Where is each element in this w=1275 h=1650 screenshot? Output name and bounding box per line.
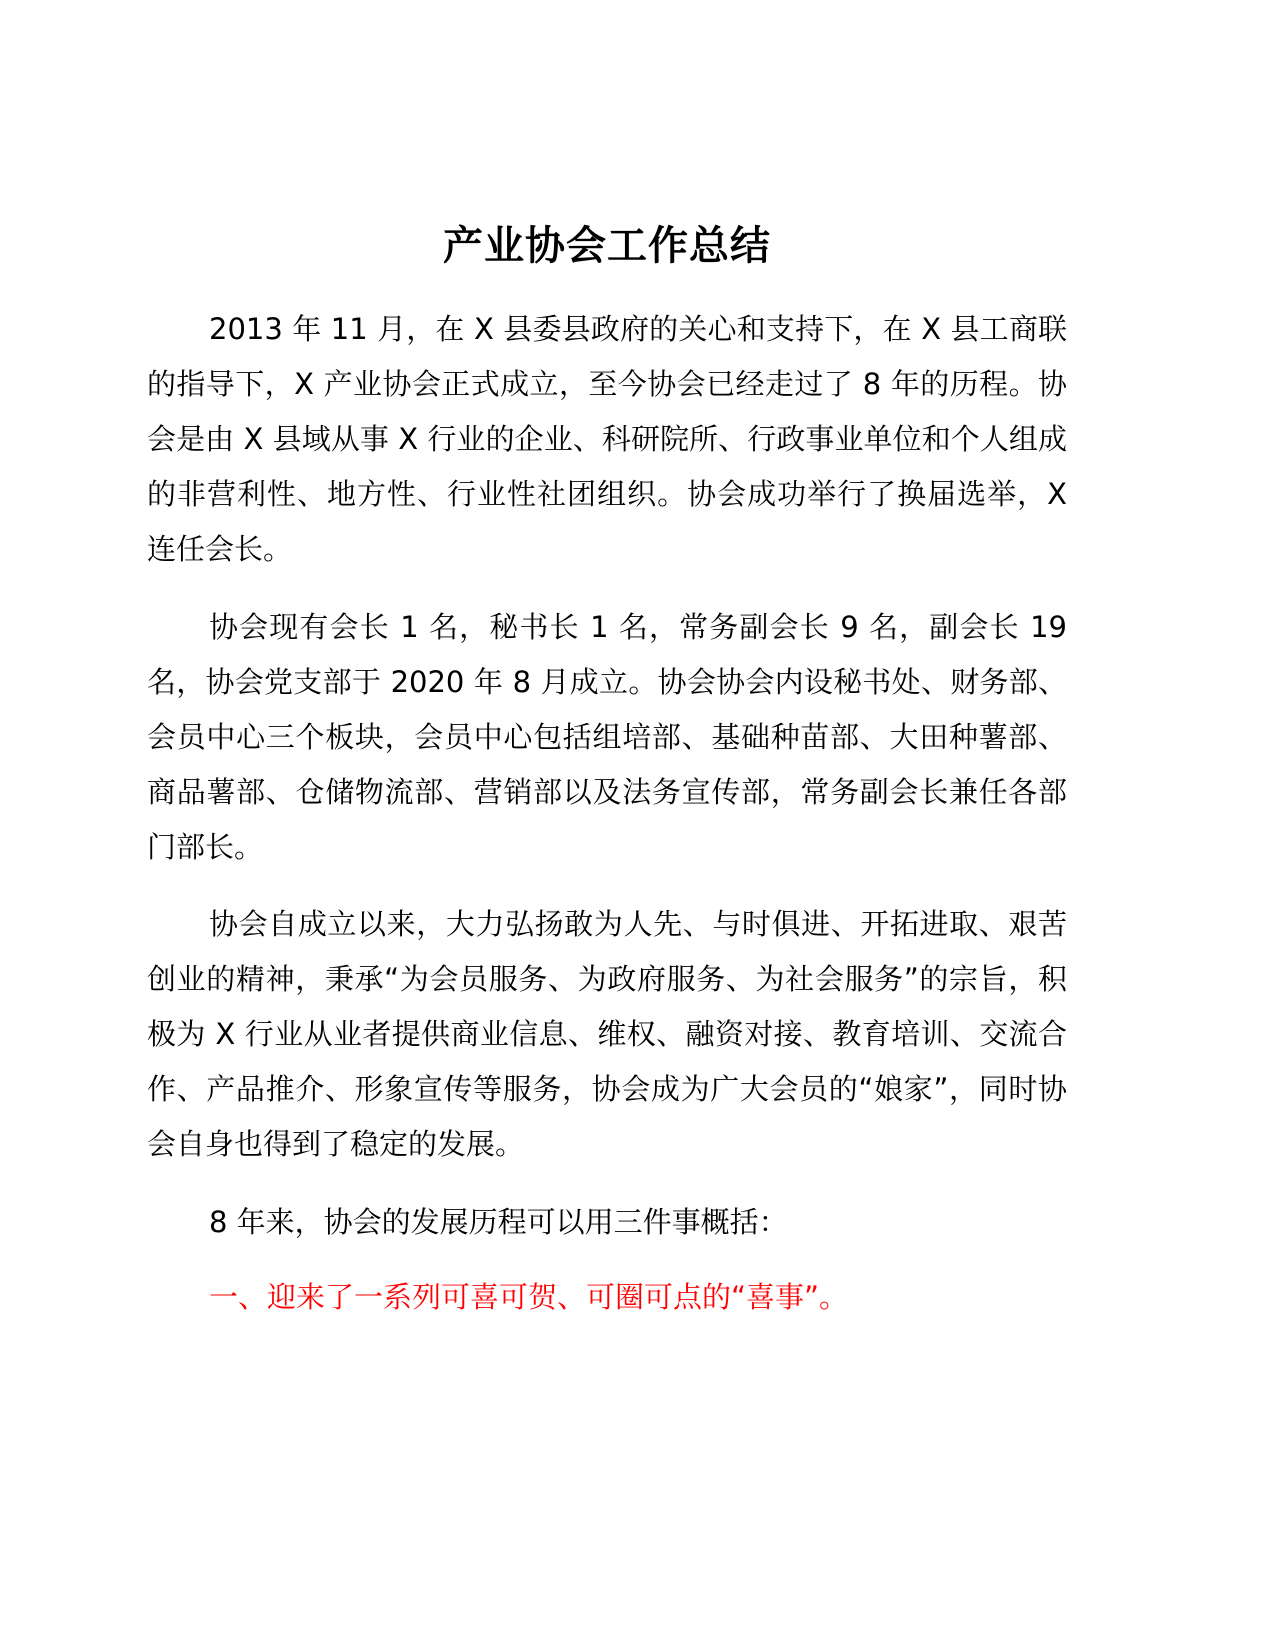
document-title: 产业协会工作总结 [443, 223, 771, 269]
paragraph-founding: 2013 年 11 月，在 X 县委县政府的关心和支持下，在 X 县工商联的指导下，X 产业协会正式成立，至今协会已经走过了 8 年的历程。协会是由 X 县域从事 X 行业的企业、科研院所、行政事业单位和个人组成的非营利性、地方性、行业性社团组织。协会成功举行了换届选举，X 连任会长。 [147, 312, 1067, 566]
section-heading: 一、迎来了一系列可喜可贺、可圈可点的“喜事”。 [209, 1280, 849, 1314]
paragraph-organization: 协会现有会长 1 名，秘书长 1 名，常务副会长 9 名，副会长 19 名，协会党支部于 2020 年 8 月成立。协会协会内设秘书处、财务部、会员中心三个板块，会员中心包括组培部、基础种苗部、大田种薯部、商品薯部、仓储物流部、营销部以及法务宣传部，常务副会长兼任各部门部长。 [147, 610, 1067, 864]
paragraph-mission: 协会自成立以来，大力弘扬敢为人先、与时俱进、开拓进取、艰苦创业的精神，秉承“为会员服务、为政府服务、为社会服务”的宗旨，积极为 X 行业从业者提供商业信息、维权、融资对接、教育培训、交流合作、产品推介、形象宣传等服务，协会成为广大会员的“娘家”，同时协会自身也得到了稳定的发展。 [147, 907, 1067, 1161]
paragraph-summary-intro: 8 年来，协会的发展历程可以用三件事概括： [209, 1205, 788, 1239]
